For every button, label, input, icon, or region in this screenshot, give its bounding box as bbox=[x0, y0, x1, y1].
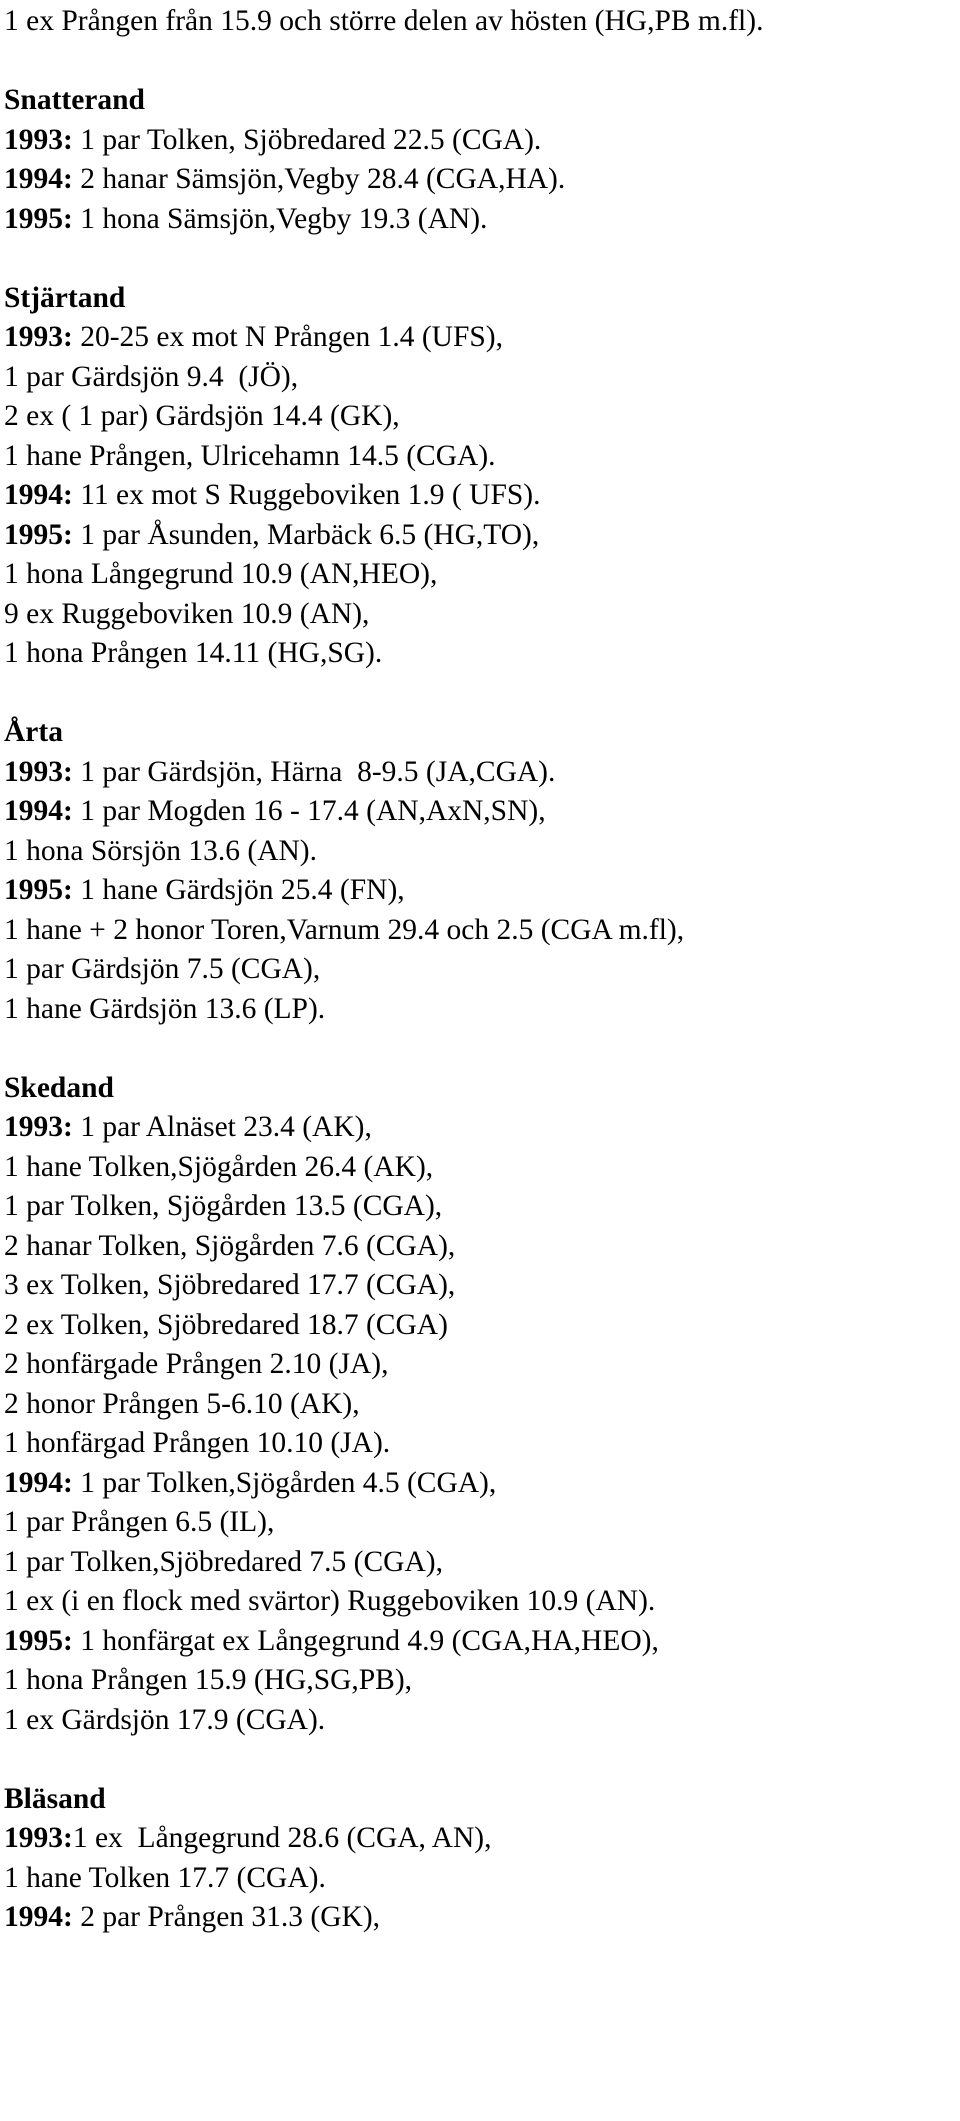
record-text: 1 par Mogden 16 - 17.4 (AN,AxN,SN), bbox=[72, 795, 546, 827]
species-heading: Snatterand bbox=[4, 84, 145, 116]
record-text: 1 par Gärdsjön 9.4 (JÖ), bbox=[4, 360, 299, 393]
record-line bbox=[4, 1345, 960, 1385]
year-label: 1995: bbox=[4, 518, 73, 551]
record-text: 1 ex (i en flock med svärtor) Ruggeboviken 10.9 (AN). bbox=[4, 1585, 656, 1617]
year-label: 1995: bbox=[4, 874, 73, 906]
record-text: 1 par Tolken,Sjöbredared 7.5 (CGA), bbox=[4, 1545, 443, 1578]
record-text: 1 par Alnäset 23.4 (AK), bbox=[72, 1111, 372, 1143]
record-text: 2 ex ( 1 par) Gärdsjön 14.4 (GK), bbox=[4, 400, 400, 432]
record-line bbox=[4, 753, 960, 793]
record-text: 1 hane Tolken,Sjögården 26.4 (AK), bbox=[4, 1150, 434, 1183]
record-line bbox=[4, 1701, 960, 1741]
record-text: 1 hona Långegrund 10.9 (AN,HEO), bbox=[4, 558, 438, 590]
year-label: 1994: bbox=[4, 1466, 73, 1499]
record-line bbox=[4, 595, 960, 635]
record-text: 20-25 ex mot N Prången 1.4 (UFS), bbox=[72, 321, 503, 353]
record-text: 1 par Tolken, Sjöbredared 22.5 (CGA). bbox=[72, 123, 542, 156]
record-text: 1 par Gärdsjön 7.5 (CGA), bbox=[4, 953, 321, 985]
record-line bbox=[4, 318, 960, 358]
blank-line bbox=[4, 1029, 960, 1069]
record-text: 1 hane Tolken 17.7 (CGA). bbox=[4, 1861, 326, 1894]
blank-line bbox=[4, 239, 960, 279]
record-line bbox=[4, 871, 960, 911]
record-text: 2 honor Prången 5-6.10 (AK), bbox=[4, 1387, 360, 1420]
record-text: 2 hanar Tolken, Sjögården 7.6 (CGA), bbox=[4, 1229, 456, 1262]
record-line bbox=[4, 555, 960, 595]
year-label: 1993: bbox=[4, 1822, 73, 1854]
record-line bbox=[4, 1187, 960, 1227]
record-line bbox=[4, 160, 960, 200]
species-heading: Skedand bbox=[4, 1071, 114, 1104]
year-label: 1995: bbox=[4, 202, 73, 235]
blank-line bbox=[4, 1740, 960, 1780]
record-text: 1 honfärgad Prången 10.10 (JA). bbox=[4, 1427, 391, 1459]
record-line bbox=[4, 792, 960, 832]
record-text: 1 hane Gärdsjön 13.6 (LP). bbox=[4, 992, 326, 1025]
record-text: 1 par Tolken, Sjögården 13.5 (CGA), bbox=[4, 1190, 443, 1222]
record-text: 9 ex Ruggeboviken 10.9 (AN), bbox=[4, 597, 370, 630]
record-line bbox=[4, 1582, 960, 1622]
year-label: 1993: bbox=[4, 321, 73, 353]
year-label: 1993: bbox=[4, 123, 73, 156]
record-line bbox=[4, 1898, 960, 1938]
record-line bbox=[4, 1859, 960, 1899]
record-line bbox=[4, 358, 960, 398]
record-text: 1 hona Prången 15.9 (HG,SG,PB), bbox=[4, 1664, 413, 1696]
record-line bbox=[4, 1543, 960, 1583]
record-text: 11 ex mot S Ruggeboviken 1.9 ( UFS). bbox=[72, 479, 541, 511]
year-label: 1994: bbox=[4, 163, 73, 195]
year-label: 1995: bbox=[4, 1624, 73, 1657]
record-text: 2 ex Tolken, Sjöbredared 18.7 (CGA) bbox=[4, 1308, 448, 1341]
record-text: 1 ex Långegrund 28.6 (CGA, AN), bbox=[72, 1822, 492, 1854]
record-line bbox=[4, 634, 960, 674]
record-text: 3 ex Tolken, Sjöbredared 17.7 (CGA), bbox=[4, 1269, 456, 1301]
record-text: 1 hane Gärdsjön 25.4 (FN), bbox=[72, 874, 405, 906]
record-text: 2 par Prången 31.3 (GK), bbox=[72, 1901, 381, 1933]
record-text: 2 honfärgade Prången 2.10 (JA), bbox=[4, 1348, 389, 1380]
record-text: 1 hane Prången, Ulricehamn 14.5 (CGA). bbox=[4, 439, 496, 472]
record-line bbox=[4, 437, 960, 477]
record-text: 1 par Åsunden, Marbäck 6.5 (HG,TO), bbox=[72, 518, 540, 551]
year-label: 1994: bbox=[4, 795, 73, 827]
record-line bbox=[4, 1622, 960, 1662]
record-text: 1 hona Sörsjön 13.6 (AN). bbox=[4, 834, 318, 867]
record-text: 2 hanar Sämsjön,Vegby 28.4 (CGA,HA). bbox=[72, 163, 566, 195]
species-heading: Stjärtand bbox=[4, 281, 126, 314]
record-text: 1 par Gärdsjön, Härna 8-9.5 (JA,CGA). bbox=[72, 755, 556, 788]
record-line bbox=[4, 1661, 960, 1701]
year-label: 1994: bbox=[4, 479, 73, 511]
record-line bbox=[4, 1108, 960, 1148]
record-text: 1 hona Sämsjön,Vegby 19.3 (AN). bbox=[72, 202, 488, 235]
species-heading: Bläsand bbox=[4, 1782, 106, 1815]
year-label: 1993: bbox=[4, 755, 73, 788]
record-line bbox=[4, 1306, 960, 1346]
blank-line bbox=[4, 42, 960, 82]
blank-line bbox=[4, 674, 960, 714]
record-line bbox=[4, 1385, 960, 1425]
record-line bbox=[4, 1266, 960, 1306]
record-line bbox=[4, 1227, 960, 1267]
record-text: 1 ex Prången från 15.9 och större delen av hösten (HG,PB m.fl). bbox=[4, 5, 764, 37]
record-line bbox=[4, 476, 960, 516]
record-line bbox=[4, 2, 960, 42]
record-line bbox=[4, 990, 960, 1030]
record-line bbox=[4, 200, 960, 240]
record-line bbox=[4, 1503, 960, 1543]
record-line bbox=[4, 1424, 960, 1464]
record-text: 1 hane + 2 honor Toren,Varnum 29.4 och 2.5 (CGA m.fl), bbox=[4, 913, 685, 946]
record-text: 1 par Tolken,Sjögården 4.5 (CGA), bbox=[72, 1466, 497, 1499]
record-text: 1 ex Gärdsjön 17.9 (CGA). bbox=[4, 1703, 326, 1736]
record-line bbox=[4, 121, 960, 161]
record-line bbox=[4, 950, 960, 990]
record-line bbox=[4, 1819, 960, 1859]
record-line bbox=[4, 1464, 960, 1504]
record-line bbox=[4, 516, 960, 556]
record-text: 1 par Prången 6.5 (IL), bbox=[4, 1506, 275, 1538]
record-line bbox=[4, 911, 960, 951]
year-label: 1994: bbox=[4, 1901, 73, 1933]
year-label: 1993: bbox=[4, 1111, 73, 1143]
record-text: 1 hona Prången 14.11 (HG,SG). bbox=[4, 637, 383, 669]
species-heading: Årta bbox=[4, 716, 63, 748]
record-line bbox=[4, 1148, 960, 1188]
record-text: 1 honfärgat ex Långegrund 4.9 (CGA,HA,HEO), bbox=[72, 1624, 659, 1657]
record-line bbox=[4, 832, 960, 872]
record-line bbox=[4, 397, 960, 437]
